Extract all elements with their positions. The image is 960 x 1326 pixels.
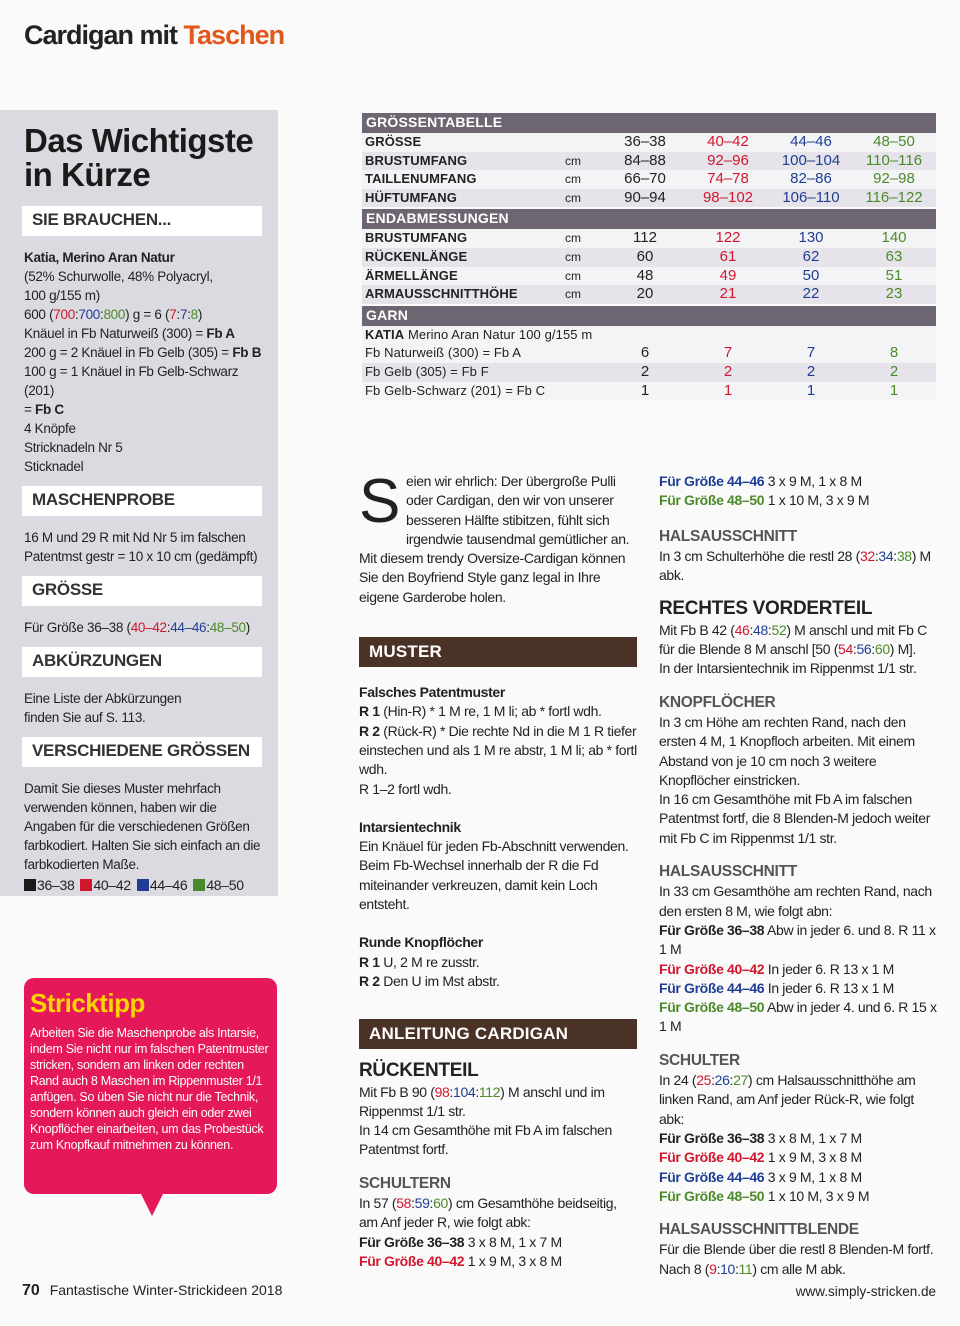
size-value: 1: [889, 381, 899, 399]
size-value: 2: [723, 362, 733, 380]
size-value: 62: [802, 247, 820, 265]
page-title: Cardigan mit Taschen: [24, 20, 285, 50]
size-value: 84–88: [624, 151, 666, 169]
size-value: 1: [806, 381, 816, 399]
sidebar-title: Das Wichtigste in Kürze: [24, 122, 254, 193]
table-section-heading: GARN: [362, 306, 936, 326]
table-row: [362, 152, 936, 171]
row-unit: cm: [565, 268, 581, 283]
row-label: HÜFTUMFANG: [365, 189, 457, 205]
groesse-heading: GRÖSSE: [22, 576, 262, 606]
runde-knopfloecher-heading: Runde Knopflöcher: [359, 934, 483, 951]
size-value: 48: [636, 266, 654, 284]
size-value: 60: [636, 247, 654, 265]
size-value: 7: [806, 344, 816, 362]
size-value: 20: [636, 285, 654, 303]
size-value: 98–102: [702, 188, 754, 206]
size-value: 140: [881, 229, 907, 247]
size-value: 7: [723, 344, 733, 362]
size-value: 2: [889, 362, 899, 380]
schulter-heading: SCHULTER: [659, 1051, 740, 1069]
size-value: 92–96: [707, 151, 749, 169]
verschiedene-heading: VERSCHIEDENE GRÖSSEN: [22, 737, 262, 767]
verschiedene-text: Damit Sie dieses Muster mehrfach verwenden können, haben wir die Angaben für die verschiedenen Größen farbkodiert. Halten Sie sich einfach an die farbkodierten Maße. 36–38 40–42 44–46 48–50: [24, 781, 261, 893]
table-row: [362, 229, 936, 248]
size-value: 74–78: [707, 170, 749, 188]
drop-cap: S: [359, 467, 401, 536]
size-value: 48–50: [873, 133, 915, 150]
size-value: 66–70: [624, 170, 666, 188]
falsches-patentmuster-heading: Falsches Patentmuster: [359, 684, 505, 701]
size-value: 50: [802, 266, 820, 284]
groesse-text: Für Größe 36–38 (40–42:44–46:48–50): [24, 620, 250, 635]
blue-square-icon: [137, 879, 149, 891]
rueckenteil-heading: RÜCKENTEIL: [359, 1060, 479, 1082]
magazine-name: Fantastische Winter-Strickideen 2018: [49, 1282, 283, 1298]
size-value: 1: [723, 381, 733, 399]
size-value: 63: [885, 247, 903, 265]
red-square-icon: [80, 879, 92, 891]
size-value: 61: [719, 247, 737, 265]
abkuerzungen-heading: ABKÜRZUNGEN: [22, 647, 262, 677]
table-section-heading: GRÖSSENTABELLE: [362, 113, 936, 133]
row-label: BRUSTUMFANG: [365, 230, 468, 246]
schultern-heading: SCHULTERN: [359, 1174, 451, 1192]
row-unit: cm: [565, 172, 581, 187]
row-unit: cm: [565, 153, 581, 168]
article-column-right: Für Größe 44–46 3 x 9 M, 1 x 8 M Für Größe 48–50 1 x 10 M, 3 x 9 M HALSAUSSCHNITT In 3 cm Schulterhöhe die restl 28 (32:34:38) M abk. RECHTES VORDERTEIL Mit Fb B 42 (46:48:52) M anschl und mit Fb C für die Blende 8 M anschl [50 (54:56:60) M]. In der Intarsientechnik im Rippenmst 1/1 str. KNOPFLÖCHER In 3 cm Höhe am rechten Rand, nach den ersten 4 M, 1 Knopfloch arbeiten. Mit einem Abstand von je 10 cm noch 3 weitere Knopflöcher einstricken. In 16 cm Gesamthöhe mit Fb A im falschen Patentmst fortf, die 8 Blenden-M jedoch weiter mit Fb C im Rippenmst 1/1 str. HALSAUSSCHNITT In 33 cm Gesamthöhe am rechten Rand, nach den ersten 8 M, wie folgt abn: Für Größe 36–38 Abw in jeder 6. und 8. R 11 x 1 M Für Größe 40–42 In jeder 6. R 13 x 1 M Für Größe 44–46 In jeder 6. R 13 x 1 M Für Größe 48–50 Abw in jeder 4. und 6. R 15 x 1 M SCHULTER In 24 (25:26:27) cm Halsausschnitthöhe am linken Rand, am Anf jeder Rück-R, wie folgt abk: Für Größe 36–38 3 x 8 M, 1 x 7 M Für Größe 40–42 1 x 9 M, 3 x 8 M Für Größe 44–46 3 x 9 M, 1 x 8 M Für Größe 48–50 1 x 10 M, 3 x 9 M HALSAUSSCHNITTBLENDE Für die Blende über die restl 8 Blenden-M fortf. Nach 8 (9:10:11) cm alle M abk.: [659, 472, 939, 1279]
table-row: [362, 170, 936, 189]
row-unit: cm: [565, 249, 581, 264]
size-value: 40–42: [707, 133, 749, 150]
materials-list: Katia, Merino Aran Natur (52% Schurwolle, 48% Polyacryl, 100 g/155 m) 600 (700:700:800) g = 6 (7:7:8) Knäuel in Fb Naturweiß (300) = Fb A 200 g = 2 Knäuel in Fb Gelb (305) = Fb B 100 g = 1 Knäuel in Fb Gelb-Schwarz (201) = Fb C 4 Knöpfe Stricknadeln Nr 5 Sticknadel: [24, 250, 262, 474]
halsausschnitt-heading: HALSAUSSCHNITT: [659, 527, 797, 545]
row-unit: cm: [565, 190, 581, 205]
size-value: 36–38: [624, 133, 666, 150]
table-row: [362, 133, 936, 152]
size-value: 49: [719, 266, 737, 284]
row-label: ARMAUSSCHNITTHÖHE: [365, 286, 518, 302]
article-column-middle: Seien wir ehrlich: Der übergroße Pulli oder Cardigan, den wir von unserer besseren Hälfte stibitzen, fühlt sich irgendwie tausendmal gemütlicher an. Mit diesem trendy Oversize-Cardigan können Sie den Boyfriend Style ganz legal in Ihre eigene Garderobe holen. MUSTER Falsches Patentmuster R 1 (Hin-R) * 1 M re, 1 M li; ab * fortl wdh. R 2 (Rück-R) * Die rechte Nd in die M 1 R tiefer einstechen und als 1 M re abstr, 1 M li; ab * fortl wdh. R 1–2 fortl wdh. Intarsientechnik Ein Knäuel für jeden Fb-Abschnitt verwenden. Beim Fb-Wechsel innerhalb der R die Fd miteinander verkreuzen, damit kein Loch entsteht. Runde Knopflöcher R 1 U, 2 M re zusstr. R 2 Den U im Mst abstr. ANLEITUNG CARDIGAN RÜCKENTEIL Mit Fb B 90 (98:104:112) M anschl und im Rippenmst 1/1 str. In 14 cm Gesamthöhe mit Fb A im falschen Patentmst fortf. SCHULTERN In 57 (58:59:60) cm Gesamthöhe beidseitig, am Anf jeder R, wie folgt abk: Für Größe 36–38 3 x 8 M, 1 x 7 M Für Größe 40–42 1 x 9 M, 3 x 8 M: [359, 467, 637, 1269]
knopfloecher-heading: KNOPFLÖCHER: [659, 693, 776, 711]
table-row: [362, 382, 936, 401]
size-value: 2: [806, 362, 816, 380]
intarsientechnik-heading: Intarsientechnik: [359, 818, 461, 835]
size-value: 23: [885, 285, 903, 303]
anleitung-heading: ANLEITUNG CARDIGAN: [359, 1019, 637, 1049]
stricktipp-box: [24, 978, 277, 1194]
row-label: GRÖSSE: [365, 134, 422, 149]
table-row: [362, 344, 936, 363]
page-number: 70: [22, 1282, 40, 1299]
green-square-icon: [193, 879, 205, 891]
size-value: 22: [802, 285, 820, 303]
halsausschnitt-heading-2: HALSAUSSCHNITT: [659, 863, 797, 881]
garn-title-row: KATIA Merino Aran Natur 100 g/155 m: [362, 326, 936, 345]
size-value: 1: [640, 381, 650, 399]
size-value: 82–86: [790, 170, 832, 188]
size-value: 6: [640, 344, 650, 362]
size-value: 2: [640, 362, 650, 380]
size-value: 51: [885, 266, 903, 284]
size-value: 92–98: [873, 170, 915, 188]
size-value: 130: [798, 229, 824, 247]
table-row: [362, 189, 936, 208]
size-table: [362, 113, 936, 400]
abkuerzungen-text: Eine Liste der Abkürzungen finden Sie auf S. 113.: [24, 691, 182, 725]
table-row: [362, 248, 936, 267]
maschenprobe-heading: MASCHENPROBE: [22, 486, 262, 516]
size-value: 122: [715, 229, 741, 247]
stricktipp-text: Arbeiten Sie die Maschenprobe als Intarsie, indem Sie nicht nur im falschen Patentmuster stricken, sondern am linken oder rechten Rand auch 8 Maschen im Rippenmuster 1/1 anfügen. So üben Sie nicht nur die Technik, sondern können auch gleich ein oder zwei Knopflöcher einarbeiten, um das Probestück zum Knopfkauf mitnehmen zu können.: [30, 1026, 269, 1152]
size-value: 110–116: [865, 151, 923, 169]
row-unit: cm: [565, 231, 581, 246]
maschenprobe-text: 16 M und 29 R mit Nd Nr 5 im falschen Patentmst gestr = 10 x 10 cm (gedämpft): [24, 530, 258, 564]
row-label: BRUSTUMFANG: [365, 152, 468, 168]
size-color-legend: 36–38 40–42 44–46 48–50: [24, 876, 262, 895]
size-value: 44–46: [790, 133, 832, 150]
sie-brauchen-heading: SIE BRAUCHEN...: [22, 206, 262, 236]
table-section-heading: ENDABMESSUNGEN: [362, 209, 936, 229]
row-label: ÄRMELLÄNGE: [365, 267, 458, 283]
size-value: 8: [889, 344, 899, 362]
row-label: TAILLENUMFANG: [365, 171, 477, 187]
halsausschnittblende-heading: HALSAUSSCHNITTBLENDE: [659, 1221, 859, 1239]
table-row: [362, 363, 936, 382]
table-row: [362, 267, 936, 286]
size-value: 90–94: [624, 188, 666, 206]
size-value: 100–104: [781, 151, 841, 169]
row-label: RÜCKENLÄNGE: [365, 248, 468, 264]
row-label: Fb Gelb-Schwarz (201) = Fb C: [365, 382, 546, 398]
rechtes-vorderteil-heading: RECHTES VORDERTEIL: [659, 598, 873, 620]
muster-heading: MUSTER: [359, 637, 637, 667]
size-value: 106–110: [782, 188, 840, 206]
sidebar-summary: [0, 110, 278, 896]
footer-left: [22, 1282, 282, 1300]
size-value: 112: [633, 229, 657, 247]
stricktipp-title: Stricktipp: [30, 988, 145, 1018]
footer-url: www.simply-stricken.de: [795, 1284, 936, 1299]
size-value: 21: [719, 285, 737, 303]
black-square-icon: [24, 879, 36, 891]
row-unit: cm: [565, 287, 581, 302]
intro-paragraph: Seien wir ehrlich: Der übergroße Pulli oder Cardigan, den wir von unserer besseren Hälfte stibitzen, fühlt sich irgendwie tausendmal gemütlicher an. Mit diesem trendy Oversize-Cardigan können Sie den Boyfriend Style ganz legal in Ihre eigene Garderobe holen.: [359, 467, 630, 605]
table-row: [362, 285, 936, 304]
row-label: Fb Gelb (305) = Fb F: [365, 363, 489, 379]
size-value: 116–122: [865, 188, 923, 206]
row-label: Fb Naturweiß (300) = Fb A: [365, 345, 522, 361]
